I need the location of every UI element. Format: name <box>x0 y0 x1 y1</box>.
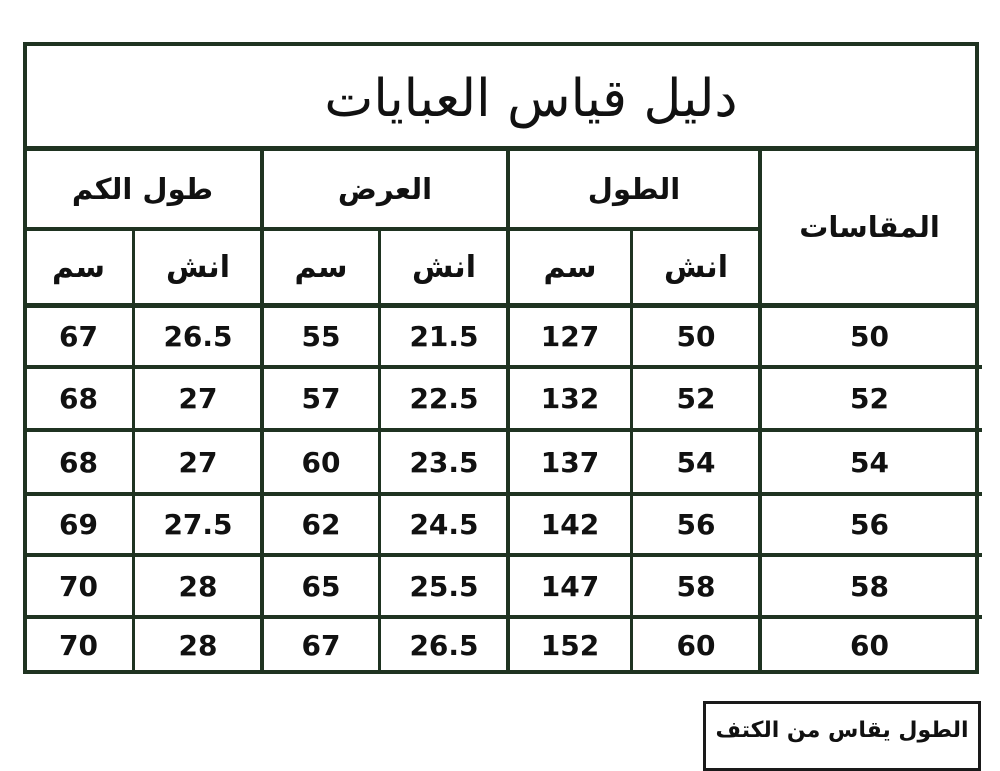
header-sizes: المقاسات <box>799 209 940 244</box>
cell-length-cm: 142 <box>540 508 600 541</box>
cell-sleeve-cm: 69 <box>59 508 98 541</box>
cell-width-inch: 21.5 <box>409 319 479 353</box>
cell-sleeve-inch: 26.5 <box>163 319 233 353</box>
cell-length-cm: 137 <box>540 445 600 479</box>
cell-width-inch: 24.5 <box>409 508 479 541</box>
cell-size: 52 <box>850 382 889 415</box>
cell-length-cm: 127 <box>540 319 600 353</box>
cell-sleeve-inch: 27 <box>178 445 218 479</box>
cell-length-inch: 56 <box>676 508 716 541</box>
cell-sleeve-cm: 70 <box>59 629 98 662</box>
header-length: الطول <box>587 171 681 206</box>
cell-size: 54 <box>850 445 889 479</box>
unit-inch: انش <box>664 249 728 285</box>
cell-sleeve-cm: 68 <box>59 382 98 415</box>
cell-sleeve-inch: 27 <box>178 382 218 415</box>
cell-width-cm: 57 <box>301 382 341 415</box>
cell-length-inch: 54 <box>676 445 716 479</box>
header-sleeve-length: طول الكم <box>71 171 214 206</box>
cell-size: 58 <box>850 569 889 603</box>
cell-sleeve-cm: 68 <box>59 445 98 479</box>
cell-width-cm: 60 <box>301 445 341 479</box>
unit-cm: سم <box>543 249 597 285</box>
cell-width-cm: 65 <box>301 569 341 603</box>
cell-width-inch: 22.5 <box>409 382 479 415</box>
cell-length-inch: 50 <box>676 319 716 353</box>
cell-length-inch: 52 <box>676 382 716 415</box>
note-box <box>703 701 981 771</box>
unit-inch: انش <box>412 249 476 285</box>
cell-width-inch: 25.5 <box>409 569 479 603</box>
cell-length-inch: 60 <box>676 629 716 662</box>
cell-width-inch: 23.5 <box>409 445 479 479</box>
cell-width-cm: 62 <box>301 508 341 541</box>
chart-title: دليل قياس العبايات <box>324 69 738 129</box>
cell-length-cm: 152 <box>540 629 600 662</box>
cell-length-inch: 58 <box>676 569 716 603</box>
cell-sleeve-cm: 67 <box>59 319 98 353</box>
cell-length-cm: 147 <box>540 569 600 603</box>
cell-width-inch: 26.5 <box>409 629 479 662</box>
cell-sleeve-inch: 28 <box>178 629 218 662</box>
cell-size: 60 <box>850 629 889 662</box>
unit-cm: سم <box>51 249 106 285</box>
cell-size: 56 <box>850 508 889 541</box>
cell-width-cm: 67 <box>301 629 341 662</box>
unit-inch: انش <box>166 249 230 285</box>
cell-sleeve-cm: 70 <box>59 569 98 603</box>
cell-sleeve-inch: 28 <box>178 569 218 603</box>
header-width: العرض <box>337 171 433 206</box>
note-text: الطول يقاس من الكتف <box>715 718 969 743</box>
cell-width-cm: 55 <box>301 319 341 353</box>
cell-size: 50 <box>850 319 889 353</box>
cell-length-cm: 132 <box>540 382 600 415</box>
unit-cm: سم <box>294 249 348 285</box>
cell-sleeve-inch: 27.5 <box>163 508 233 541</box>
